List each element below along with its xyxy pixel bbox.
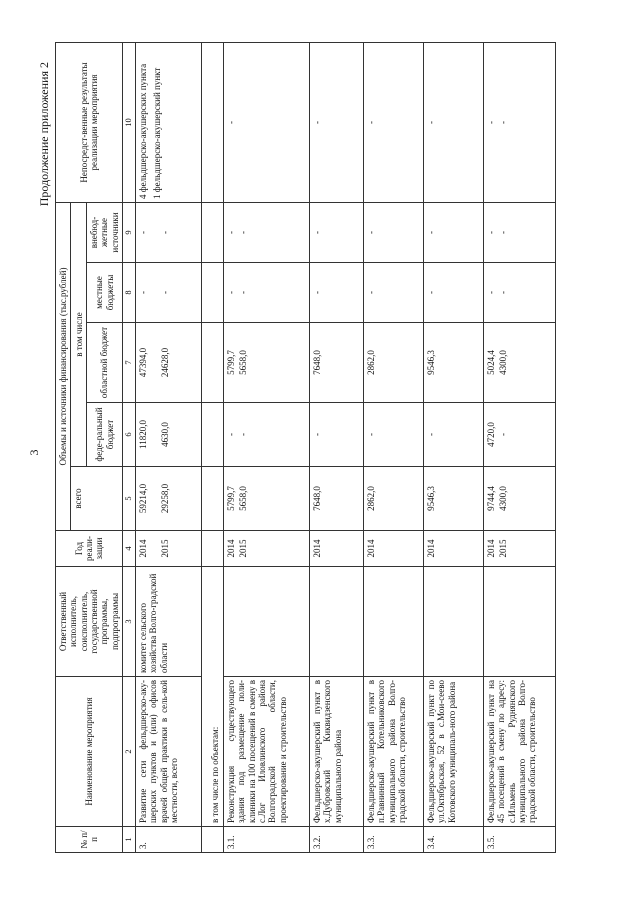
header-extra: внебюд-жетные источники	[87, 202, 123, 262]
empty-cell	[483, 567, 555, 677]
empty-cell	[309, 567, 363, 677]
row-regional: 7648,0	[309, 323, 363, 403]
header-num: № п/п	[56, 827, 123, 853]
row-local: -	[309, 263, 363, 323]
value: -	[485, 120, 496, 124]
row-name: Фельдшерско-акушерский пункт по ул.Октябрьская, 52 в с.Мои-сеево Котовского муниципаль-ного района	[423, 677, 483, 827]
row-extra	[135, 202, 201, 262]
value: 11820,0	[137, 420, 148, 449]
row-total: 7648,0	[309, 467, 363, 531]
row-federal	[223, 403, 309, 467]
row-name: Фельдшерско-акушерский пункт в п.Равнинный Котельниковского муниципального района Волго-градской области, строительство	[363, 677, 423, 827]
row-num: 3.4.	[423, 827, 483, 853]
row-executor: комитет сельского хозяйства Волго-градской области	[135, 567, 201, 677]
row-name: Развитие сети фельдшерско-аку-шерских пунктов и (или) офисов врачей общей практики в сель-кой местности, всего	[135, 677, 201, 827]
row-num: 3.	[135, 827, 201, 853]
row-federal	[135, 403, 201, 467]
row-name: Фельдшерско-акушерский пункт на 45 посещений в смену по адресу: с.Ильмень Руднянского муниципального района Волго-градской области, строительство	[483, 677, 555, 827]
row-year: 2014	[363, 531, 423, 567]
value: 29258,0	[160, 483, 171, 514]
table-row	[201, 42, 223, 852]
appendix-label: Продолжение приложения 2	[37, 62, 51, 207]
value: 4 фельдшерско-акушерских пункта	[137, 63, 148, 199]
value: 4720,0	[485, 422, 496, 447]
colnum: 6	[123, 403, 136, 467]
header-local: местные бюджеты	[87, 263, 123, 323]
row-total	[223, 467, 309, 531]
value: -	[498, 231, 509, 234]
header-regional: областной бюджет	[87, 323, 123, 403]
value: -	[498, 433, 509, 436]
value: -	[225, 291, 236, 294]
value: 59214,0	[137, 483, 148, 514]
value: -	[137, 291, 148, 294]
sub-label: в том числе по объектам:	[201, 567, 223, 827]
empty-cell	[363, 567, 423, 677]
value: -	[238, 433, 249, 436]
value: -	[498, 120, 509, 124]
colnum: 4	[123, 531, 136, 567]
row-extra	[223, 202, 309, 262]
table-row	[423, 42, 483, 852]
value: 47394,0	[137, 347, 148, 378]
value: -	[238, 291, 249, 294]
row-results	[483, 42, 555, 202]
value: -	[485, 231, 496, 234]
row-regional: 2862,0	[363, 323, 423, 403]
header-total: всего	[71, 467, 123, 531]
row-regional	[223, 323, 309, 403]
value: -	[498, 291, 509, 294]
year: 2015	[238, 539, 249, 558]
table-row	[135, 42, 201, 852]
header-federal: феде-ральный бюджет	[87, 403, 123, 467]
colnum: 3	[123, 567, 136, 677]
value: -	[225, 231, 236, 234]
row-total: 9546,3	[423, 467, 483, 531]
row-extra: -	[423, 202, 483, 262]
value: -	[238, 231, 249, 234]
empty-cell	[201, 202, 223, 262]
value: -	[225, 433, 236, 436]
value: 4300,0	[498, 350, 509, 375]
empty-cell	[201, 827, 223, 853]
header-including: в том числе	[71, 202, 87, 466]
row-num: 3.1.	[223, 827, 309, 853]
value: 5024,4	[485, 350, 496, 375]
header-results: Непосредст-венные результаты реализации мероприятия	[56, 42, 123, 202]
empty-cell	[201, 323, 223, 403]
row-federal	[483, 403, 555, 467]
row-total: 2862,0	[363, 467, 423, 531]
row-extra	[483, 202, 555, 262]
colnum: 5	[123, 467, 136, 531]
header-year: Год реали-зации	[56, 531, 123, 567]
row-years	[223, 531, 309, 567]
row-total	[135, 467, 201, 531]
value: 24628,0	[160, 347, 171, 378]
row-year: 2014	[309, 531, 363, 567]
value: 9744,4	[485, 486, 496, 511]
value: 5799,7	[225, 486, 236, 511]
table-row	[483, 42, 555, 852]
table-row	[223, 42, 309, 852]
row-local	[223, 263, 309, 323]
empty-cell	[201, 531, 223, 567]
value: 5799,7	[225, 350, 236, 375]
row-federal: -	[309, 403, 363, 467]
row-total	[483, 467, 555, 531]
value: -	[137, 231, 148, 234]
row-local	[135, 263, 201, 323]
empty-cell	[223, 567, 309, 677]
value: -	[160, 231, 171, 234]
value: 4630,0	[160, 422, 171, 447]
row-num: 3.5.	[483, 827, 555, 853]
row-years	[483, 531, 555, 567]
colnum: 7	[123, 323, 136, 403]
row-local: -	[423, 263, 483, 323]
row-extra: -	[363, 202, 423, 262]
row-local: -	[363, 263, 423, 323]
colnum: 8	[123, 263, 136, 323]
colnum: 1	[123, 827, 136, 853]
row-results: -	[423, 42, 483, 202]
row-num: 3.3.	[363, 827, 423, 853]
colnum: 2	[123, 677, 136, 827]
colnum: 9	[123, 202, 136, 262]
row-regional: 9546,3	[423, 323, 483, 403]
row-regional	[483, 323, 555, 403]
row-local	[483, 263, 555, 323]
value: 1 фельдшерско-акушерский пункт	[152, 67, 163, 199]
row-name: Реконструкция существующего здания под размещение поли-клиники на 100 посещений в смену в с.Лог Иловлинского района Волгоградской области, проектирование и строительство	[223, 677, 309, 827]
year: 2014	[137, 539, 148, 558]
empty-cell	[201, 467, 223, 531]
colnum: 10	[123, 42, 136, 202]
empty-cell	[423, 567, 483, 677]
value: 4300,0	[498, 486, 509, 511]
header-funding: Объемы и источники финансирования (тыс.рублей)	[56, 202, 71, 530]
empty-cell	[201, 403, 223, 467]
header-executor: Ответственный исполнитель, соисполнитель, государственной программы, подпрограммы	[56, 567, 123, 677]
year: 2015	[498, 539, 509, 558]
row-results	[135, 42, 201, 202]
page-number: 3	[27, 449, 41, 456]
value: -	[485, 291, 496, 294]
table-row	[309, 42, 363, 852]
header-name: Наименование мероприятия	[56, 677, 123, 827]
year: 2014	[485, 539, 496, 558]
funding-table	[55, 42, 556, 853]
year: 2014	[225, 539, 236, 558]
row-regional	[135, 323, 201, 403]
empty-cell	[201, 42, 223, 202]
empty-cell	[201, 263, 223, 323]
year: 2015	[160, 539, 171, 558]
value: 5658,0	[238, 350, 249, 375]
row-years	[135, 531, 201, 567]
value: -	[160, 291, 171, 294]
table-row	[363, 42, 423, 852]
column-number-row	[123, 42, 136, 852]
row-extra: -	[309, 202, 363, 262]
row-results: -	[363, 42, 423, 202]
row-federal: -	[363, 403, 423, 467]
row-num: 3.2.	[309, 827, 363, 853]
row-federal: -	[423, 403, 483, 467]
row-results: -	[309, 42, 363, 202]
row-year: 2014	[423, 531, 483, 567]
row-name: Фельдшерско-акушерский пункт в х.Дубровский Киквидзенского муниципального района	[309, 677, 363, 827]
value: 5658,0	[238, 486, 249, 511]
row-results: -	[223, 42, 309, 202]
